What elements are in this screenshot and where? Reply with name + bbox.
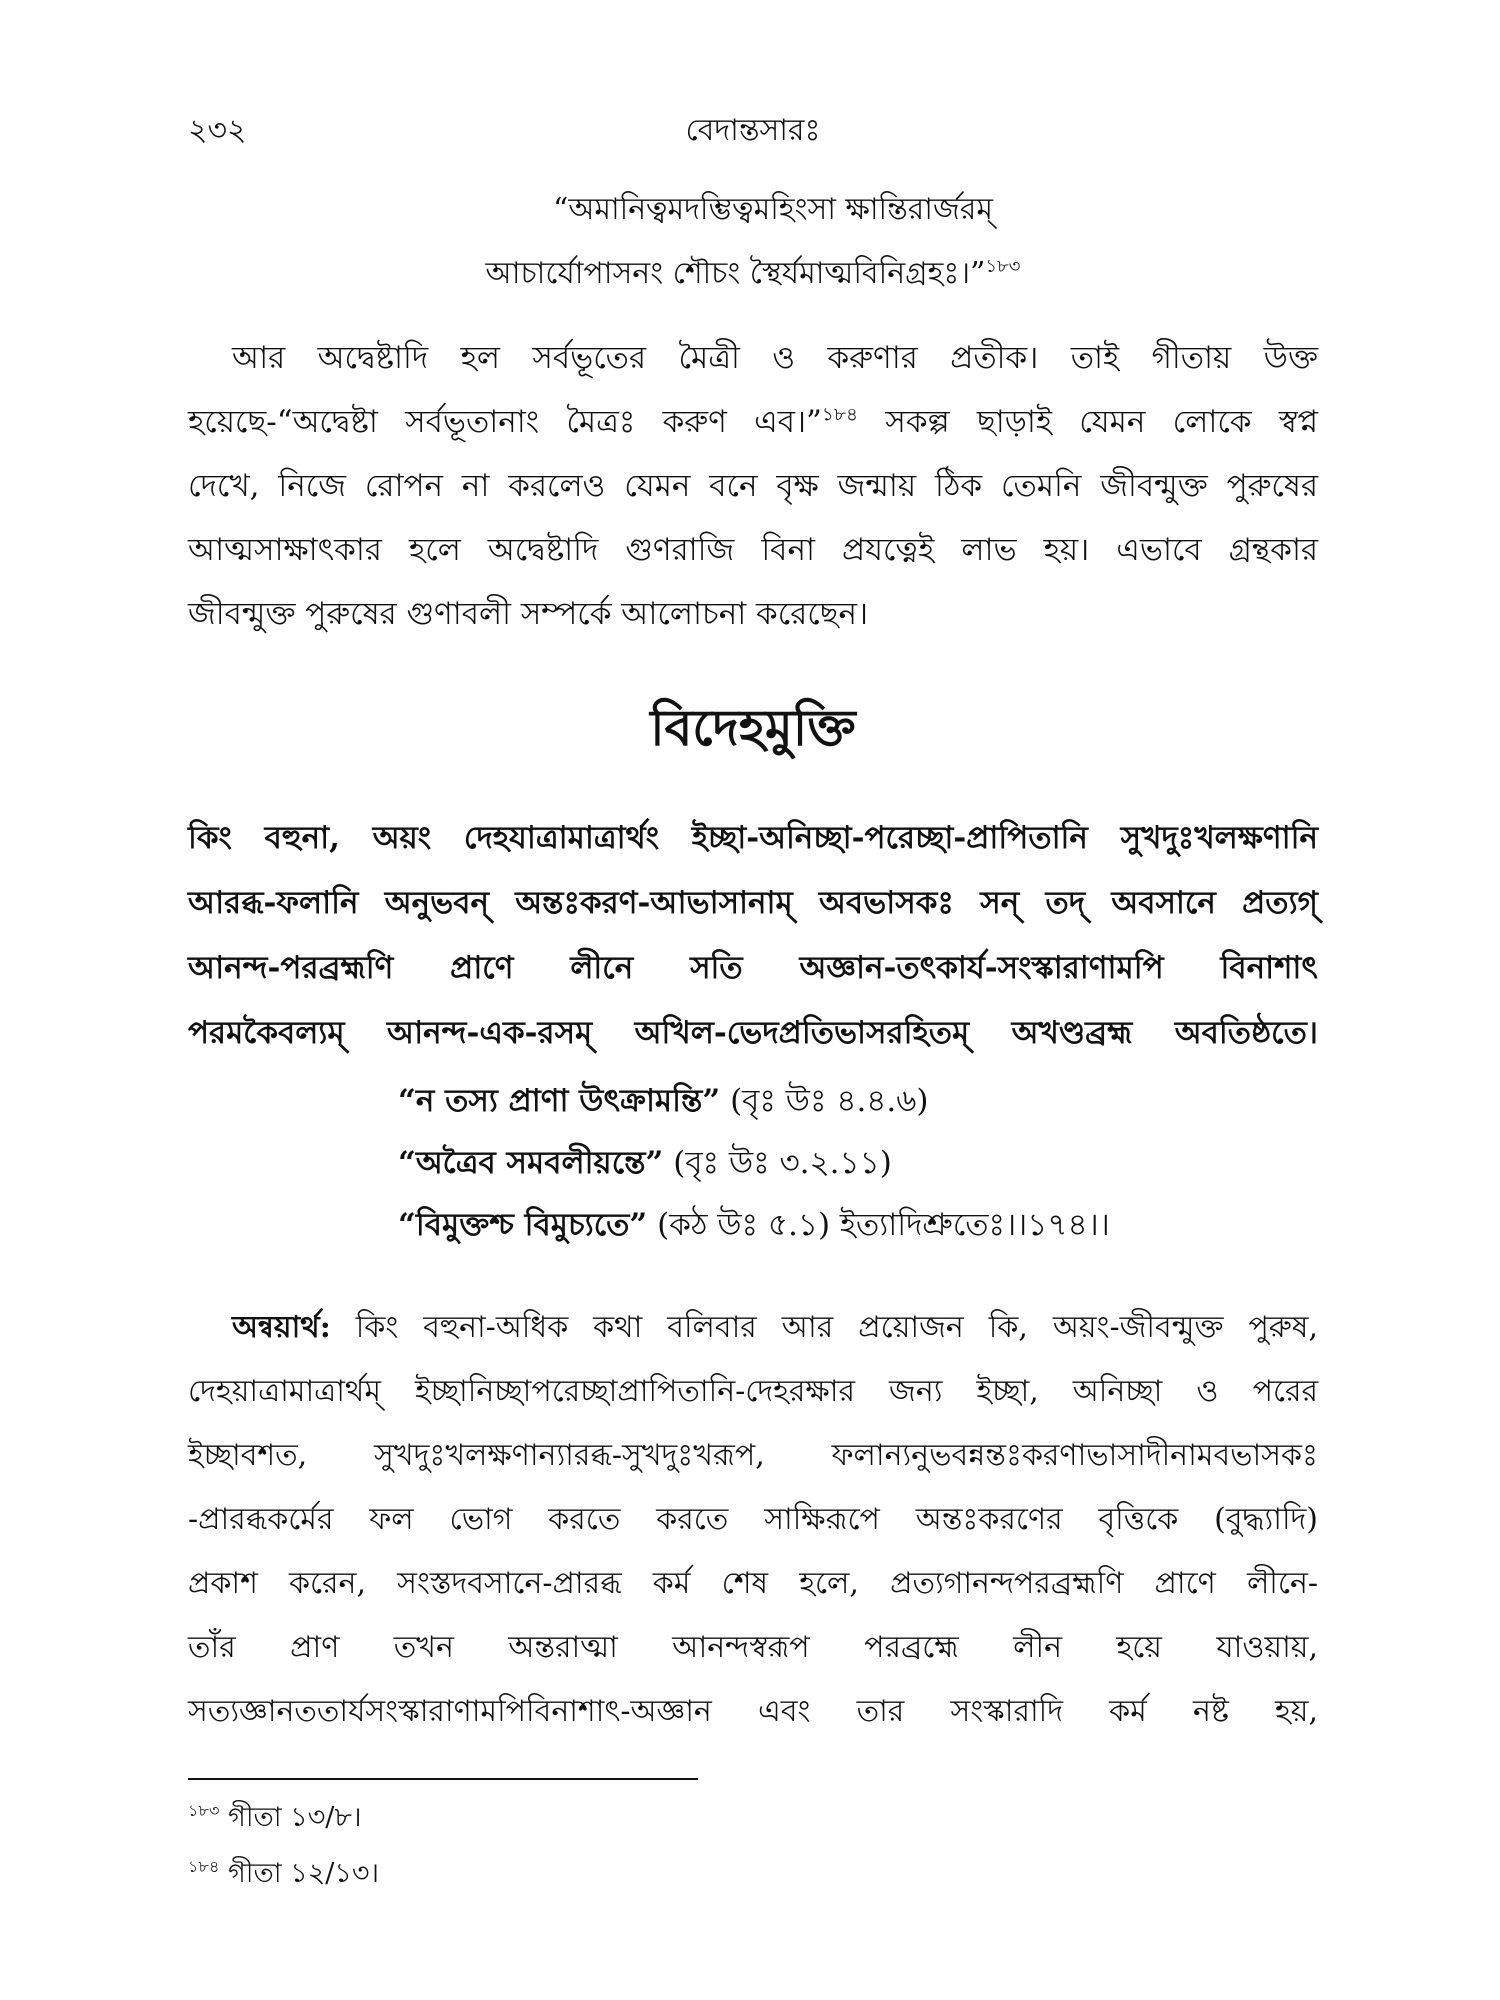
footnote-divider [188,1778,698,1780]
quote-2-ref: (বৃঃ উঃ ৩.২.১১) [663,1145,892,1181]
paragraph-line-3: দেখে, নিজে রোপন না করলেও যেমন বনে বৃক্ষ জন্মায় ঠিক তেমনি জীবন্মুক্ত পুরুষের [188,468,1318,504]
footnote-ref-184: ১৮৪ [821,404,859,426]
page-header [188,96,1318,156]
commentary-line-7: সত্যজ্ঞানততার্যসংস্কারাণামপিবিনাশাৎ-অজ্ঞান এবং তার সংস্কারাদি কর্ম নষ্ট হয়, [188,1694,1318,1729]
commentary-line-3: ইচ্ছাবশত, সুখদুঃখলক্ষণান্যারব্ধ-সুখদুঃখরূপ, ফলান্যনুভবন্নন্তঃকরণাভাসাদীনামবভাসকঃ [188,1438,1318,1473]
sutra-line-3: আনন্দ-পরব্রহ্মণি প্রাণে লীনে সতি অজ্ঞান-তৎকার্য-সংস্কারাণামপি বিনাশাৎ [188,950,1318,986]
sutra-line-1: কিং বহুনা, অয়ং দেহযাত্রামাত্রার্থং ইচ্ছা-অনিচ্ছা-পরেচ্ছা-প্রাপিতানি সুখদুঃখলক্ষণানি [188,820,1318,856]
footnote-184 [188,1846,1318,1902]
footnote-ref-183: ১৮৩ [985,256,1021,277]
sutra-line-4: পরমকৈবল্যম্ আনন্দ-এক-রসম্ অখিল-ভেদপ্রতিভাসরহিতম্ অখণ্ডব্রহ্ম অবতিষ্ঠতে। [188,1015,1318,1051]
verse-line-1: “অমানিত্বমদম্ভিত্বমহিংসা ক্ষান্তিরার্জরম্ [553,192,993,227]
paragraph-line-2-a: হয়েছে-“অদ্বেষ্টা সর্বভূতানাং মৈত্রঃ করুণ এব।” [188,404,822,440]
verse-line-2-text: আচার্যোপাসনং শৌচং স্থৈর্যমাত্মবিনিগ্রহঃ।” [485,256,986,291]
commentary-line-4: -প্রারব্ধকর্মের ফল ভোগ করতে করতে সাক্ষিরূপে অন্তঃকরণের বৃত্তিকে (বুদ্ধ্যাদি) [188,1502,1318,1537]
quote-3-ref: (কঠ উঃ ৫.১) ইত্যাদিশ্রুতেঃ।।১৭৪।। [647,1207,1110,1243]
quote-3 [398,1194,1318,1256]
footnote-183 [188,1790,1318,1846]
commentary-line-2: দেহয়াত্রামাত্রার্থম্ ইচ্ছানিচ্ছাপরেচ্ছাপ্রাপিতানি-দেহরক্ষার জন্য ইচ্ছা, অনিচ্ছা ও পরের [188,1374,1318,1409]
paragraph-line-2 [188,390,1318,454]
commentary-line-1-text: কিং বহুনা-অধিক কথা বলিবার আর প্রয়োজন কি, অয়ং-জীবন্মুক্ত পুরুষ, [330,1310,1318,1345]
sutra-line-2: আরব্ধ-ফলানি অনুভবন্ অন্তঃকরণ-আভাসানাম্ অবভাসকঃ সন্ তদ্ অবসানে প্রত্যগ্ [188,885,1318,921]
quote-1-text: “ন তস্য প্রাণা উৎক্রামন্তি” [398,1083,721,1119]
commentary-line-6: তাঁর প্রাণ তখন অন্তরাত্মা আনন্দস্বরূপ পরব্রহ্মে লীন হয়ে যাওয়ায়, [188,1630,1318,1665]
quote-3-text: “বিমুক্তশ্চ বিমুচ্যতে” [398,1207,648,1243]
verse-line-2 [188,242,1318,306]
footnotes [188,1790,1318,1902]
commentary-line-1 [188,1296,1318,1360]
footnote-184-text: গীতা ১২/১৩। [219,1858,380,1889]
paragraph-line-5: জীবন্মুক্ত পুরুষের গুণাবলী সম্পর্কে আলোচনা করেছেন। [188,596,869,632]
body-paragraph [188,326,1318,646]
section-heading: বিদেহমুক্তি [650,698,856,757]
footnote-183-text: গীতা ১৩/৮। [219,1802,362,1833]
paragraph-line-2-b: সকল্প ছাড়াই যেমন লোকে স্বপ্ন [858,404,1318,440]
quote-1 [398,1070,1318,1132]
verse-quotation [188,178,1318,306]
quote-2-text: “অত্রৈব সমবলীয়ন্তে” [398,1145,664,1181]
book-page [188,96,1318,1976]
running-title: বেদান্তসারঃ [685,113,821,148]
scripture-quotes [398,1070,1318,1256]
commentary-paragraph [188,1296,1318,1744]
footnote-184-marker: ১৮৪ [188,1857,220,1876]
quote-2 [398,1132,1318,1194]
commentary-label: অন্বয়ার্থ: [232,1310,331,1345]
paragraph-line-4: আত্মসাক্ষাৎকার হলে অদ্বেষ্টাদি গুণরাজি বিনা প্রযত্নেই লাভ হয়। এভাবে গ্রন্থকার [188,532,1318,568]
commentary-line-5: প্রকাশ করেন, সংস্তদবসানে-প্রারব্ধ কর্ম শেষ হলে, প্রত্যগানন্দপরব্রহ্মণি প্রাণে লীনে- [188,1566,1318,1601]
footnote-183-marker: ১৮৩ [188,1801,220,1820]
quote-1-ref: (বৃঃ উঃ ৪.৪.৬) [720,1083,929,1119]
paragraph-line-1: আর অদ্বেষ্টাদি হল সর্বভূতের মৈত্রী ও করুণার প্রতীক। তাই গীতায় উক্ত [232,340,1318,376]
sutra-text [188,806,1318,1066]
page-number: ২৩২ [188,113,247,148]
